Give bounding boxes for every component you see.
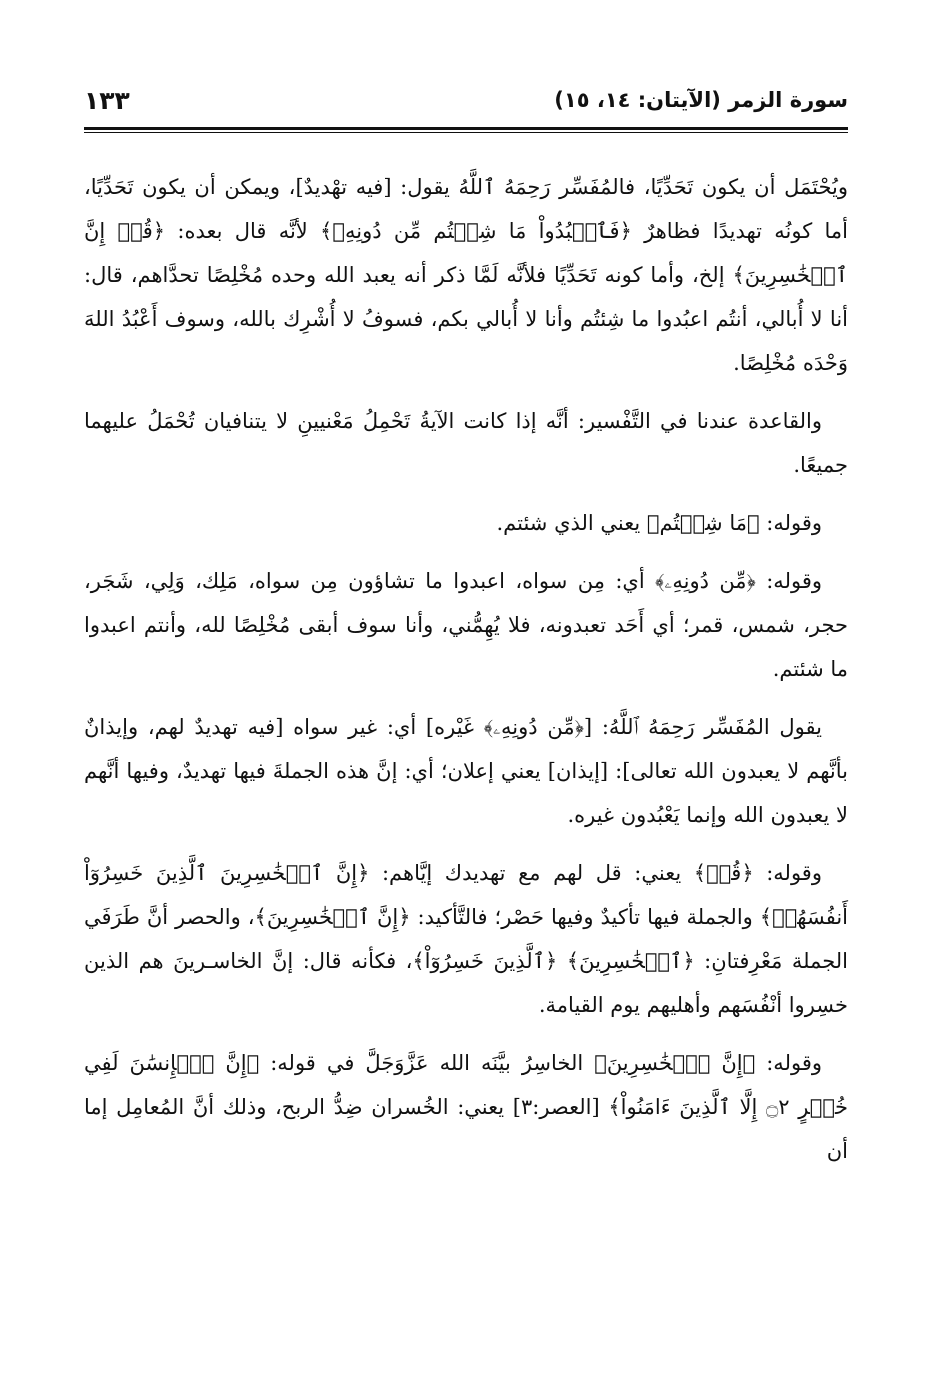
running-title: سورة الزمر (الآيتان: ١٤، ١٥) [554,88,848,112]
paragraph-5: يقول المُفَسِّر رَحِمَهُ ٱللَّهُ: [﴿مِّن دُونِهِۦ﴾ غَيْره] أي: غير سواه [فيه تهديدٌ لهم، وإيذانٌ بأنَّهم لا يعبدون الله تعالى]: [إيذان] يعني إعلان؛ أي: إنَّ هذه الجملةَ فيها تهديدٌ، وفيها أنَّهم لا يعبدون الله وإنما يَعْبُدون غيره. [84,715,848,827]
header-rule-thin [84,132,848,133]
paragraph-4: وقوله: ﴿مِّن دُونِهِۦ﴾ أي: مِن سواه، اعبدوا ما تشاؤون مِن سواه، مَلِك، وَلِي، شَجَر، حجر، شمس، قمر؛ أي أَحَد تعبدونه، فلا يُهِمُّني، وأنا سوف أبقى مُخْلِصًا لله، وأنتم اعبدوا ما شئتم. [84,569,848,681]
paragraph-6: وقوله: ﴿قُلۡ﴾ يعني: قل لهم مع تهديدك إيَّاهم: ﴿إِنَّ ٱلۡخَٰسِرِينَ ٱلَّذِينَ خَسِرُوٓاْ أَنفُسَهُمۡ﴾ والجملة فيها تأكيدٌ وفيها حَصْر؛ فالتَّأكيد: ﴿إِنَّ ٱلۡخَٰسِرِينَ﴾، والحصر أنَّ طَرَفَي الجملة مَعْرِفتانِ: ﴿ٱلۡخَٰسِرِينَ﴾ ﴿ٱلَّذِينَ خَسِرُوٓاْ﴾، فكأنه قال: إنَّ الخاسـرينَ هم الذين خسِروا أنْفُسَهم وأهليهم يوم القيامة. [84,861,848,1017]
paragraph-1: ويُحْتَمَل أن يكون تَحَدِّيًا، فالمُفَسِّر رَحِمَهُ ٱللَّهُ يقول: [فيه تهْديدٌ]، ويمكن أن يكون تَحَدِّيًا، أما كونُه تهديدًا فظاهرٌ ﴿فَٱعۡبُدُواْ مَا شِئۡتُم مِّن دُونِهِۦ﴾ لأنَّه قال بعده: ﴿قُلۡ إِنَّ ٱلۡخَٰسِرِينَ﴾ إلخ، وأما كونه تَحَدِّيًا فلأنَّه لَمَّا ذكر أنه يعبد الله وحده مُخْلِصًا تحدَّاهم، قال: أنا لا أُبالي، أنتُم اعبُدوا ما شِئتُم وأنا لا أُبالي بكم، فسوفُ لا أُشْرِك بالله، وسوف أَعْبُدُ اللهَ وَحْدَه مُخْلِصًا. [84,175,848,375]
paragraph-2: والقاعدة عندنا في التَّفْسير: أنَّه إذا كانت الآيةُ تَحْمِلُ مَعْنيينِ لا يتنافيان تُحْمَلُ عليهما جميعًا. [84,409,848,477]
page-number: ١٣٣ [84,86,130,115]
page-header [84,86,848,126]
paragraph-3: وقوله: ﴿مَا شِئۡتُم﴾ يعني الذي شئتم. [496,511,822,535]
header-rule-thick [84,127,848,130]
body-text [84,165,848,1187]
paragraph-7: وقوله: ﴿إِنَّ ٱلۡخَٰسِرِينَ﴾ الخاسِرُ بيَّنَه الله عَزَّوَجَلَّ في قوله: ﴿إِنَّ ٱلۡإِنسَٰنَ لَفِي خُسۡرٍ ۝٢ إِلَّا ٱلَّذِينَ ءَامَنُواْ﴾ [العصر:٣] يعني: الخُسران ضِدُّ الربح، وذلك أنَّ المُعامِل إما أن [84,1051,848,1163]
